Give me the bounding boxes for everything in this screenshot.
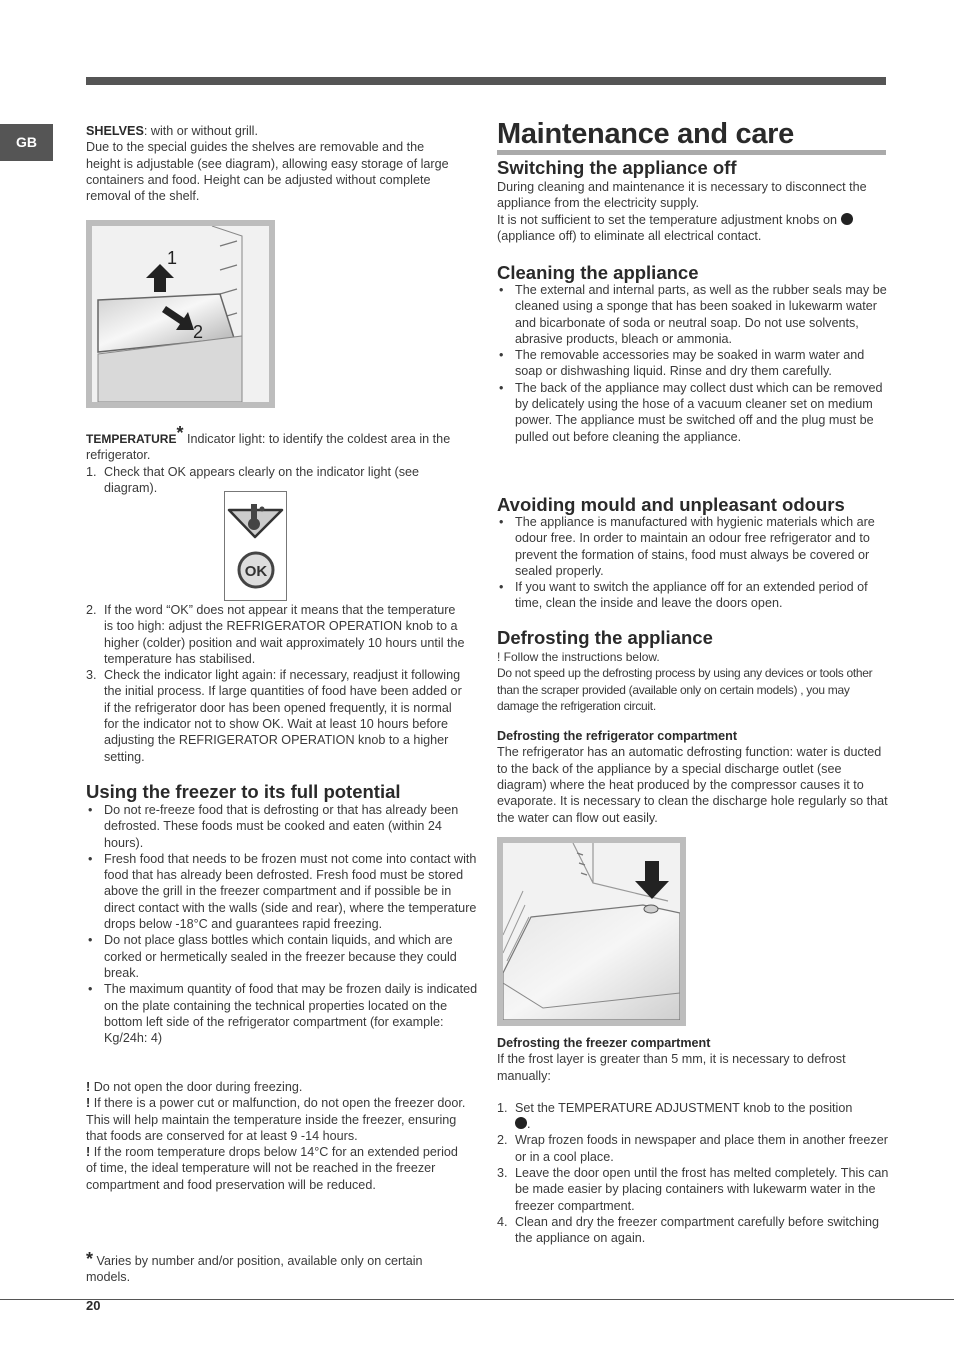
ok-text: OK bbox=[244, 563, 268, 580]
shelves-intro: : with or without grill. bbox=[143, 124, 258, 138]
list-item: • If you want to switch the appliance off for an extended period of time, clean the inside and leave the doors open. bbox=[499, 580, 868, 611]
cleaning-section bbox=[497, 262, 889, 445]
temp-step: 3. Check the indicator light again: if necessary, readjust it following the initial process. If large quantities of food have been added or if the refrigerator door has been opened frequently, it is normal for the indicator not to show OK. Wait at least 10 hours before adjusting the REFRIGERATOR OPERATION knob to a higher setting. bbox=[86, 668, 462, 764]
top-rule bbox=[86, 77, 886, 85]
shelves-label: SHELVES bbox=[86, 124, 144, 138]
shelf-step-1: 1 bbox=[167, 248, 178, 268]
switch-text: It is not sufficient to set the temperature adjustment knobs on (appliance off) to eliminate all electrical contact. bbox=[497, 212, 889, 245]
list-item: • Do not re-freeze food that is defrosting or that has already been defrosted. These foods must be cooked and eaten (within 24 hours). bbox=[88, 803, 459, 850]
indicator-light-diagram bbox=[224, 491, 287, 601]
page-number: 20 bbox=[86, 1298, 101, 1313]
list-item: • Fresh food that needs to be frozen must not come into contact with food that has already been defrosted. Fresh food must be stored above the grill in the freezer compartment and if possible be in direct contact with the walls (side and rear), where the temperature drops below -18°C and guarantees rapid freezing. bbox=[88, 851, 477, 932]
page-title: Maintenance and care bbox=[497, 118, 794, 150]
fridge-interior-illustration bbox=[503, 843, 680, 1020]
defrost-heading: Defrosting the appliance bbox=[497, 627, 713, 648]
shelves-text: Due to the special guides the shelves are removable and the height is adjustable (see diagram), allowing easy storage of large containers and food. Height can be adjusted without complete removal of the shelf. bbox=[86, 140, 449, 204]
defrost-section bbox=[497, 627, 889, 826]
switch-heading: Switching the appliance off bbox=[497, 157, 737, 178]
shelf-illustration bbox=[92, 226, 269, 402]
footnote: * Varies by number and/or position, available only on certain models. bbox=[86, 1249, 423, 1285]
list-item: • The back of the appliance may collect dust which can be removed by delicately using the hose of a vacuum cleaner set on medium power. The appliance must be switched off and the plug must be pulled out before cleaning the appliance. bbox=[499, 380, 883, 444]
title-rule bbox=[497, 150, 886, 155]
indicator-icon bbox=[225, 492, 286, 600]
bottom-rule bbox=[0, 1299, 954, 1300]
freezer-defrost-text: If the frost layer is greater than 5 mm, it is necessary to defrost manually: bbox=[497, 1052, 846, 1083]
temp-step: 2. If the word “OK” does not appear it means that the temperature is too high: adjust the REFRIGERATOR OPERATION knob to a higher (colder) position and wait approximately 10 hours until the temperature has stabilised. bbox=[86, 603, 465, 666]
shelves-section bbox=[86, 123, 478, 204]
maintenance-section bbox=[497, 118, 889, 244]
list-item: • The external and internal parts, as well as the rubber seals may be cleaned using a sponge that has been soaked in lukewarm water and bicarbonate of soda or neutral soap. Do not use solvents, abrasive products, bleach or ammonia. bbox=[499, 283, 887, 346]
temperature-label: TEMPERATURE bbox=[86, 432, 177, 446]
freezer-step: 3. Leave the door open until the frost has melted completely. This can be made easier by placing containers with lukewarm water in the freezer compartment. bbox=[497, 1166, 889, 1213]
freezer-step: 1. Set the TEMPERATURE ADJUSTMENT knob to the position . bbox=[497, 1100, 853, 1132]
freezer-warnings bbox=[86, 1079, 471, 1193]
list-item: • Do not place glass bottles which contain liquids, and which are corked or hermetically sealed in the freezer because they could break. bbox=[88, 933, 457, 980]
fridge-defrost-text: The refrigerator has an automatic defrosting function: water is ducted to the back of the appliance by a special discharge outlet (see diagram) where the heat produced by the compressor causes it to evaporate. It is necessary to clean the discharge hole regularly so that the water can flow out easily. bbox=[497, 745, 888, 825]
defrost-warning: Do not speed up the defrosting process by using any devices or tools other than the scraper provided (available only on certain models) , you may damage the refrigeration circuit. bbox=[497, 666, 873, 713]
list-item: • The removable accessories may be soaked in warm water and soap or dishwashing liquid. Rinse and dry them carefully. bbox=[499, 348, 865, 379]
warning: ! If the room temperature drops below 14°C for an extended period of time, the ideal temperature will not be reached in the freezer compartment and food preservation will be reduced. bbox=[86, 1145, 458, 1192]
list-item: • The appliance is manufactured with hygienic materials which are odour free. In order to maintain an odour free refrigerator and to prevent the formation of stains, food must always be covered or sealed properly. bbox=[499, 515, 875, 578]
discharge-hole bbox=[644, 905, 658, 913]
freezer-heading: Using the freezer to its full potential bbox=[86, 781, 401, 802]
mould-heading: Avoiding mould and unpleasant odours bbox=[497, 494, 845, 515]
shelf-diagram bbox=[86, 220, 275, 408]
fridge-defrost-subheading: Defrosting the refrigerator compartment bbox=[497, 729, 738, 744]
warning: ! Do not open the door during freezing. bbox=[86, 1080, 303, 1094]
warning: ! If there is a power cut or malfunction, do not open the freezer door. This will help maintain the temperature inside the freezer, ensuring that foods are conserved for at least 9 -14 hours. bbox=[86, 1096, 466, 1143]
freezer-defrost-subheading: Defrosting the freezer compartment bbox=[497, 1036, 711, 1050]
freezer-step: 2. Wrap frozen foods in newspaper and place them in another freezer or in a cool place. bbox=[497, 1133, 888, 1164]
mould-section bbox=[497, 494, 889, 612]
switch-text: During cleaning and maintenance it is necessary to disconnect the appliance from the electricity supply. bbox=[497, 180, 867, 211]
temp-step: 1. Check that OK appears clearly on the indicator light (see diagram). bbox=[86, 464, 420, 495]
freezer-defrost-section bbox=[497, 1035, 889, 1247]
discharge-hole-diagram bbox=[497, 837, 686, 1026]
temperature-section bbox=[86, 425, 466, 496]
freezer-step: 4. Clean and dry the freezer compartment carefully before switching the appliance on again. bbox=[497, 1214, 879, 1246]
off-position-icon bbox=[515, 1117, 527, 1129]
temperature-text: Indicator light: to identify the coldest area in the refrigerator. bbox=[86, 432, 451, 463]
cleaning-heading: Cleaning the appliance bbox=[497, 262, 699, 283]
language-tab: GB bbox=[0, 124, 53, 161]
off-position-icon bbox=[841, 213, 853, 225]
defrost-note: ! Follow the instructions below. bbox=[497, 650, 660, 664]
temperature-steps bbox=[86, 602, 466, 765]
temperature-asterisk: * bbox=[176, 423, 184, 443]
shelf-step-2: 2 bbox=[193, 322, 204, 342]
list-item: • The maximum quantity of food that may be frozen daily is indicated on the plate containing the technical properties located on the bottom left side of the refrigerator compartment (for example: Kg/24h: 4) bbox=[88, 982, 478, 1046]
freezer-section bbox=[86, 781, 478, 1046]
